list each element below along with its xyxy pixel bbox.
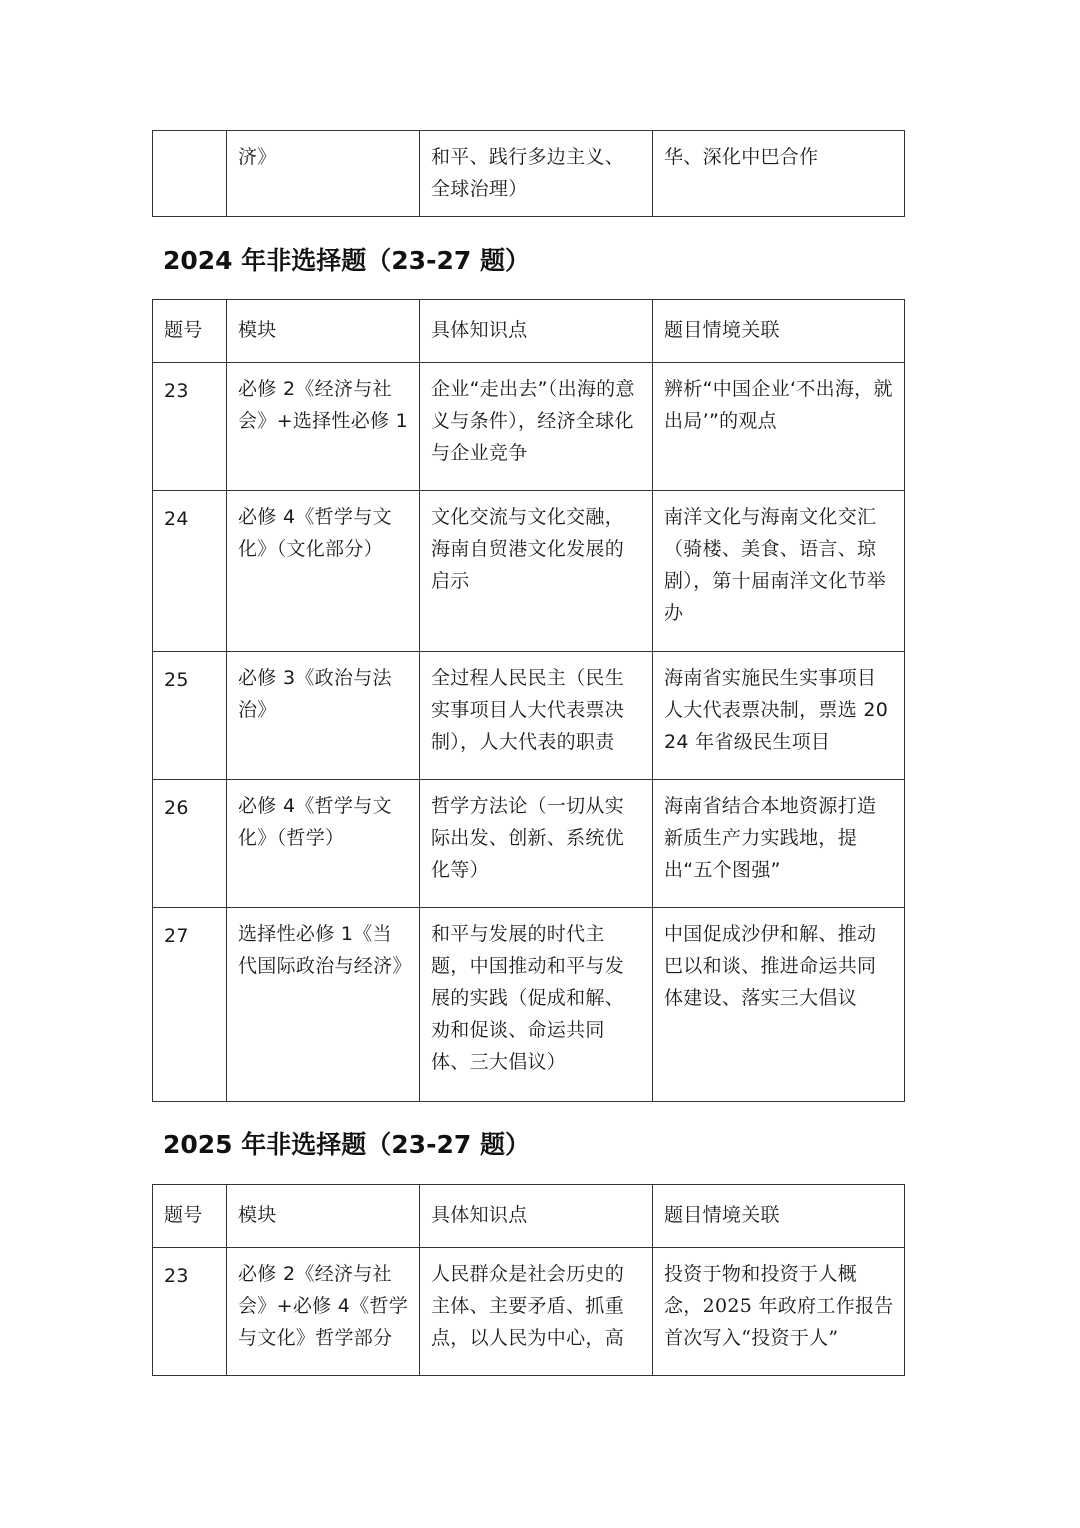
- cell-num: 23: [153, 363, 227, 491]
- cell-module: 选择性必修 1《当代国际政治与经济》: [227, 908, 420, 1102]
- header-module: 模块: [227, 300, 420, 363]
- continuation-table: [152, 130, 905, 217]
- table-header-row: [153, 1185, 905, 1248]
- cell-num: 23: [153, 1248, 227, 1376]
- cell-num: [153, 131, 227, 217]
- cell-module: 必修 3《政治与法治》: [227, 652, 420, 780]
- cell-num: 27: [153, 908, 227, 1102]
- cell-context: 辨析“中国企业‘不出海，就出局’”的观点: [653, 363, 905, 491]
- table-header-row: [153, 300, 905, 363]
- cell-knowledge: 哲学方法论（一切从实际出发、创新、系统优化等）: [420, 780, 653, 908]
- cell-knowledge: 文化交流与文化交融，海南自贸港文化发展的启示: [420, 491, 653, 652]
- cell-context: 海南省结合本地资源打造新质生产力实践地，提出“五个图强”: [653, 780, 905, 908]
- cell-knowledge: 全过程人民民主（民生实事项目人大代表票决制），人大代表的职责: [420, 652, 653, 780]
- table-row: [153, 491, 905, 652]
- cell-num: 25: [153, 652, 227, 780]
- table-row: [153, 908, 905, 1102]
- cell-context: 海南省实施民生实事项目人大代表票决制，票选 2024 年省级民生项目: [653, 652, 905, 780]
- header-context: 题目情境关联: [653, 300, 905, 363]
- header-num: 题号: [153, 300, 227, 363]
- cell-context: 华、深化中巴合作: [653, 131, 905, 217]
- cell-context: 南洋文化与海南文化交汇（骑楼、美食、语言、琼剧），第十届南洋文化节举办: [653, 491, 905, 652]
- cell-context: 投资于物和投资于人概念，2025 年政府工作报告首次写入“投资于人”: [653, 1248, 905, 1376]
- table-2025: [152, 1184, 905, 1376]
- cell-module: 必修 2《经济与社会》+必修 4《哲学与文化》哲学部分: [227, 1248, 420, 1376]
- table-row: [153, 780, 905, 908]
- header-knowledge: 具体知识点: [420, 1185, 653, 1248]
- cell-knowledge: 和平、践行多边主义、全球治理）: [420, 131, 653, 217]
- header-num: 题号: [153, 1185, 227, 1248]
- table-row: [153, 1248, 905, 1376]
- cell-knowledge: 企业“走出去”（出海的意义与条件），经济全球化与企业竞争: [420, 363, 653, 491]
- cell-module: 必修 4《哲学与文化》（文化部分）: [227, 491, 420, 652]
- table-row: [153, 363, 905, 491]
- table-row: [153, 652, 905, 780]
- section-2025-title: 2025 年非选择题（23-27 题）: [163, 1130, 530, 1159]
- header-module: 模块: [227, 1185, 420, 1248]
- cell-module: 必修 2《经济与社会》+选择性必修 1: [227, 363, 420, 491]
- cell-context: 中国促成沙伊和解、推动巴以和谈、推进命运共同体建设、落实三大倡议: [653, 908, 905, 1102]
- cell-knowledge: 和平与发展的时代主题，中国推动和平与发展的实践（促成和解、劝和促谈、命运共同体、三大倡议）: [420, 908, 653, 1102]
- header-knowledge: 具体知识点: [420, 300, 653, 363]
- table-row: [153, 131, 905, 217]
- cell-knowledge: 人民群众是社会历史的主体、主要矛盾、抓重点，以人民为中心，高: [420, 1248, 653, 1376]
- cell-num: 24: [153, 491, 227, 652]
- header-context: 题目情境关联: [653, 1185, 905, 1248]
- table-2024: [152, 299, 905, 1102]
- cell-module: 必修 4《哲学与文化》（哲学）: [227, 780, 420, 908]
- cell-module: 济》: [227, 131, 420, 217]
- section-2024-title: 2024 年非选择题（23-27 题）: [163, 246, 530, 275]
- cell-num: 26: [153, 780, 227, 908]
